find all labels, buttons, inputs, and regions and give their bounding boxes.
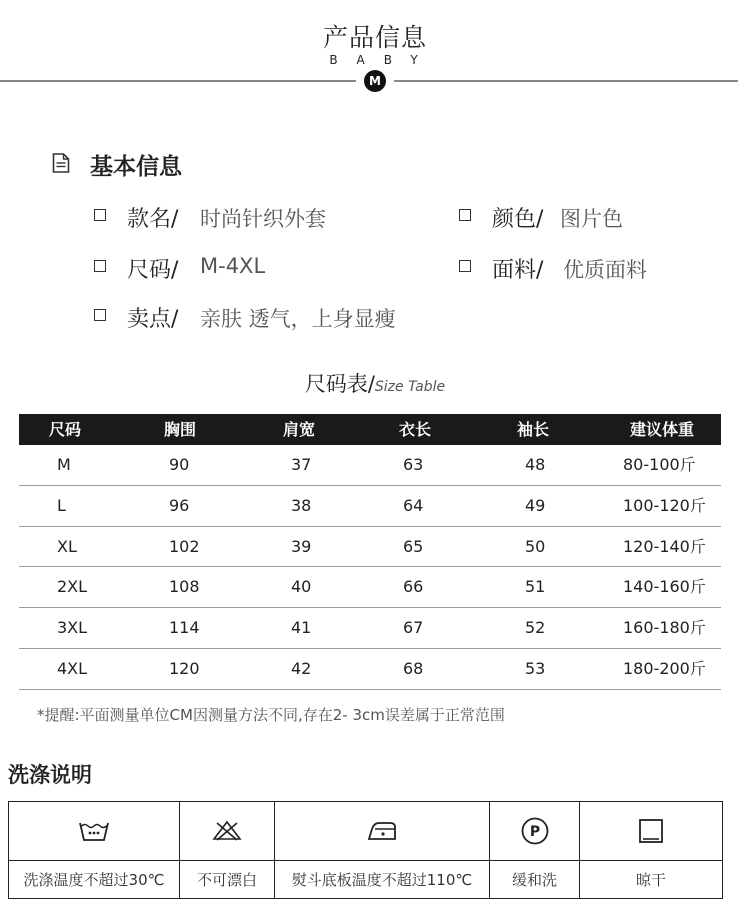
iron-icon	[366, 819, 398, 843]
info-value: 优质面料	[563, 258, 647, 282]
header-cell: 肩宽	[283, 420, 316, 439]
table-cell: 100-120斤	[623, 495, 706, 515]
header-divider-left	[0, 80, 356, 82]
washing-title: 洗涤说明	[8, 763, 92, 787]
table-cell: 68	[403, 658, 424, 678]
table-cell: 50	[525, 536, 546, 556]
table-cell: 39	[291, 536, 312, 556]
table-cell: 37	[291, 455, 312, 474]
table-cell: 4XL	[57, 658, 88, 678]
no-bleach-icon	[212, 819, 242, 843]
table-cell: 38	[291, 495, 312, 515]
wash-col-gentle	[490, 802, 580, 898]
table-row	[19, 486, 721, 527]
document-icon	[52, 153, 70, 173]
header-cell: 胸围	[164, 420, 197, 439]
table-cell: 2XL	[57, 577, 88, 597]
table-cell: 65	[403, 536, 424, 556]
table-cell: 102	[169, 536, 200, 556]
table-cell: 53	[525, 658, 546, 678]
wash-col-hang-dry	[580, 802, 722, 898]
table-cell: 108	[169, 577, 200, 597]
svg-text:P: P	[529, 824, 540, 840]
size-table	[19, 414, 721, 690]
table-cell: 114	[169, 618, 200, 638]
washing-table	[8, 801, 723, 899]
info-label: 尺码/	[127, 258, 179, 283]
dry-clean-p-icon	[520, 816, 550, 846]
table-cell: L	[57, 495, 66, 515]
hang-dry-icon	[638, 818, 664, 844]
header-badge: M	[364, 70, 386, 92]
checkbox-icon	[459, 260, 471, 272]
page-title: 产品信息	[322, 23, 427, 52]
wash-30-icon	[78, 818, 110, 844]
table-cell: 140-160斤	[623, 577, 706, 597]
wash-col-no-bleach	[180, 802, 275, 898]
table-cell: 120-140斤	[623, 536, 706, 556]
info-value: 亲肤 透气，上身显瘦	[200, 307, 396, 331]
size-table-title-cn: 尺码表/	[304, 372, 375, 396]
table-cell: 49	[525, 495, 546, 515]
info-label: 颜色/	[492, 207, 544, 232]
table-cell: 48	[525, 455, 546, 474]
table-cell: 90	[169, 455, 190, 474]
info-label: 面料/	[492, 258, 544, 283]
table-cell: 80-100斤	[623, 455, 696, 474]
header-cell: 衣长	[399, 420, 432, 439]
table-cell: 63	[403, 455, 424, 474]
table-row	[19, 567, 721, 608]
page-subtitle: BABY	[329, 53, 437, 67]
wash-label: 洗涤温度不超过30℃	[9, 860, 179, 899]
table-cell: 67	[403, 618, 424, 638]
table-cell: XL	[57, 536, 77, 556]
table-cell: 42	[291, 658, 312, 678]
table-cell: 51	[525, 577, 546, 597]
table-cell: 3XL	[57, 618, 88, 638]
table-cell: 96	[169, 495, 190, 515]
wash-label: 不可漂白	[180, 860, 274, 899]
info-value: 图片色	[560, 207, 623, 231]
table-cell: 52	[525, 618, 546, 638]
size-table-title	[0, 368, 750, 398]
table-cell: 64	[403, 495, 424, 515]
table-row	[19, 649, 721, 690]
size-table-title-en: Size Table	[374, 379, 446, 395]
wash-col-iron	[275, 802, 490, 898]
table-row	[19, 445, 721, 486]
header-cell: 建议体重	[630, 420, 695, 439]
table-row	[19, 608, 721, 649]
header-cell: 尺码	[49, 420, 82, 439]
size-table-header	[19, 414, 721, 445]
checkbox-icon	[94, 209, 106, 221]
table-cell: M	[57, 455, 71, 474]
info-label: 卖点/	[127, 307, 179, 332]
measurement-note: *提醒:平面测量单位CM因测量方法不同,存在2- 3cm误差属于正常范围	[37, 706, 505, 724]
wash-col-temperature	[9, 802, 180, 898]
checkbox-icon	[94, 260, 106, 272]
wash-label: 熨斗底板温度不超过110℃	[275, 860, 489, 899]
checkbox-icon	[94, 309, 106, 321]
table-cell: 66	[403, 577, 424, 597]
table-cell: 40	[291, 577, 312, 597]
info-value: M-4XL	[200, 254, 266, 278]
basic-info-title: 基本信息	[90, 154, 182, 180]
table-cell: 160-180斤	[623, 618, 706, 638]
info-label: 款名/	[127, 207, 179, 232]
info-value: 时尚针织外套	[200, 207, 326, 231]
table-cell: 180-200斤	[623, 658, 706, 678]
header-divider-right	[394, 80, 738, 82]
header-cell: 袖长	[517, 420, 550, 439]
checkbox-icon	[459, 209, 471, 221]
table-row	[19, 527, 721, 568]
table-cell: 41	[291, 618, 312, 638]
wash-label: 缓和洗	[490, 860, 579, 899]
table-cell: 120	[169, 658, 200, 678]
wash-label: 晾干	[580, 860, 722, 899]
